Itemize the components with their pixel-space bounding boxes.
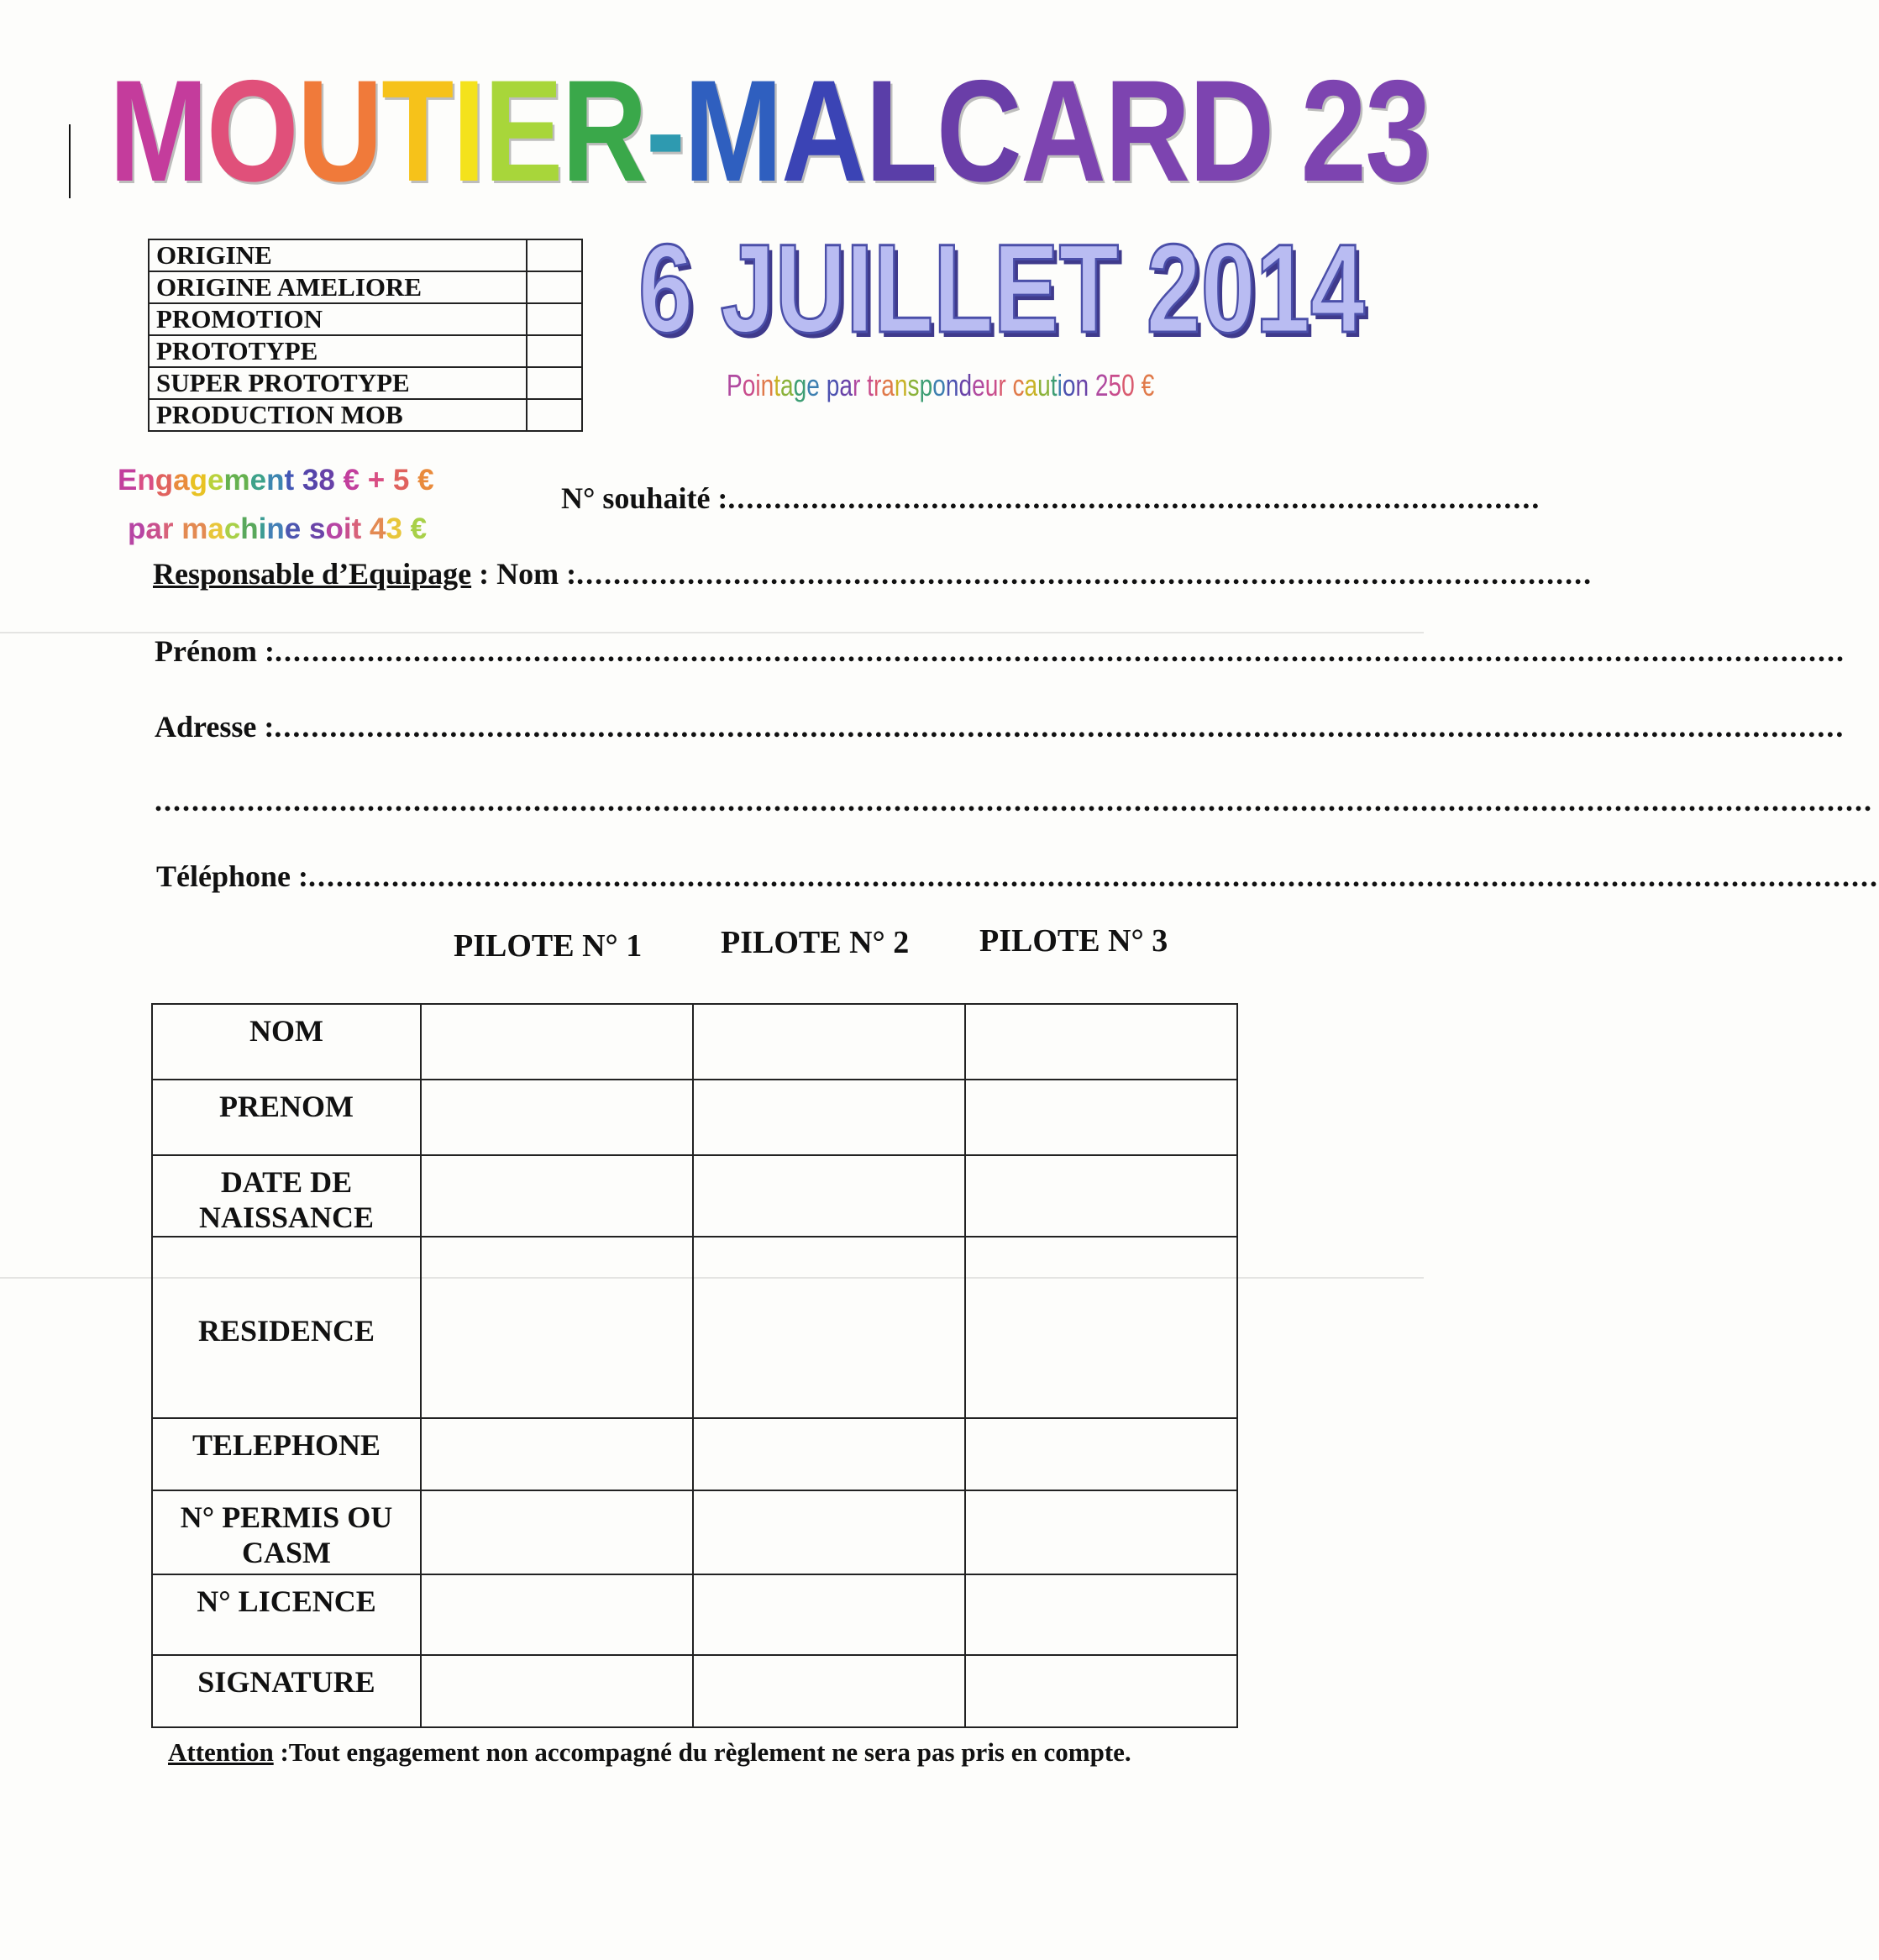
pilot-3-cell[interactable] bbox=[965, 1418, 1237, 1490]
pilot-2-cell[interactable] bbox=[693, 1418, 965, 1490]
category-checkbox[interactable] bbox=[527, 335, 582, 367]
pilot-3-cell[interactable] bbox=[965, 1490, 1237, 1574]
category-checkbox[interactable] bbox=[527, 239, 582, 271]
category-label: PROTOTYPE bbox=[149, 335, 527, 367]
title-letter: D bbox=[1189, 50, 1273, 212]
category-label: ORIGINE bbox=[149, 239, 527, 271]
first-name-label: Prénom : bbox=[155, 634, 275, 668]
phone-label: Téléphone : bbox=[156, 859, 309, 893]
pilot-1-cell[interactable] bbox=[421, 1490, 693, 1574]
pilot-row-label bbox=[152, 1237, 421, 1418]
pilot-3-cell[interactable] bbox=[965, 1237, 1237, 1418]
attention-text: :Tout engagement non accompagné du règlement ne sera pas pris en compte. bbox=[273, 1737, 1131, 1767]
title-letter: E bbox=[484, 50, 562, 212]
title-letter: T bbox=[381, 50, 453, 212]
dotted-fill-line: ........................................................................................ bbox=[727, 481, 1541, 515]
category-checkbox[interactable] bbox=[527, 303, 582, 335]
team-manager-name-field[interactable] bbox=[153, 556, 1593, 591]
title-letter: M bbox=[684, 50, 782, 212]
pilot-table-row bbox=[152, 1574, 1237, 1655]
pilot-row-label bbox=[152, 1080, 421, 1155]
pilot-1-cell[interactable] bbox=[421, 1155, 693, 1237]
pilot-3-cell[interactable] bbox=[965, 1155, 1237, 1237]
pilot-2-cell[interactable] bbox=[693, 1655, 965, 1727]
dotted-fill-line: .............................................................................................................. bbox=[576, 557, 1593, 591]
entry-fee-line2: par machine soit 43 € bbox=[128, 512, 428, 545]
pilot-table-row bbox=[152, 1655, 1237, 1727]
pilot-row-label bbox=[152, 1004, 421, 1080]
pilot-row-label bbox=[152, 1490, 421, 1574]
category-label: SUPER PROTOTYPE bbox=[149, 367, 527, 399]
category-checkbox[interactable] bbox=[527, 367, 582, 399]
pilot-2-header: PILOTE N° 2 bbox=[721, 925, 910, 960]
desired-number-field[interactable] bbox=[561, 481, 1541, 516]
pilot-3-cell[interactable] bbox=[965, 1574, 1237, 1655]
title-letter: I bbox=[452, 50, 485, 212]
row-label-line1: N° PERMIS OU bbox=[180, 1500, 393, 1534]
pilot-3-cell[interactable] bbox=[965, 1080, 1237, 1155]
row-label-line1: SIGNATURE bbox=[197, 1665, 375, 1699]
pilot-1-header: PILOTE N° 1 bbox=[454, 928, 643, 964]
row-label-line2: NAISSANCE bbox=[198, 1201, 375, 1234]
pilot-row-label bbox=[152, 1418, 421, 1490]
attention-note bbox=[168, 1737, 1131, 1768]
pilot-2-cell[interactable] bbox=[693, 1237, 965, 1418]
row-label-line1: DATE DE bbox=[220, 1165, 353, 1199]
first-name-field[interactable] bbox=[155, 633, 1845, 669]
pilot-info-table bbox=[151, 1003, 1238, 1728]
row-label-line1: RESIDENCE bbox=[197, 1314, 375, 1348]
desired-number-label: N° souhaité : bbox=[561, 481, 728, 515]
name-label: : Nom : bbox=[471, 557, 577, 591]
category-checkbox[interactable] bbox=[527, 271, 582, 303]
title-letter: M bbox=[109, 50, 207, 212]
event-date: 6 JUILLET 2014 bbox=[638, 218, 1365, 359]
title-letter: R bbox=[561, 50, 646, 212]
pilot-3-cell[interactable] bbox=[965, 1655, 1237, 1727]
category-row bbox=[149, 303, 582, 335]
pilot-table-row bbox=[152, 1418, 1237, 1490]
entry-fee-line1: Engagement 38 € + 5 € bbox=[118, 464, 434, 497]
category-row bbox=[149, 399, 582, 431]
dotted-fill-line: .......................................................................................................................................................................................... bbox=[155, 784, 1873, 817]
category-row bbox=[149, 239, 582, 271]
dotted-fill-line: .......................................................................................................................................................................... bbox=[274, 634, 1845, 668]
title-letter: 3 bbox=[1365, 50, 1430, 212]
row-label-line2: CASM bbox=[242, 1536, 331, 1569]
category-label: ORIGINE AMELIORE bbox=[149, 271, 527, 303]
category-row bbox=[149, 271, 582, 303]
category-row bbox=[149, 367, 582, 399]
team-manager-label: Responsable d’Equipage bbox=[153, 557, 472, 591]
pilot-1-cell[interactable] bbox=[421, 1004, 693, 1080]
row-label-line1: PRENOM bbox=[219, 1090, 354, 1123]
dotted-fill-line: .......................................................................................................................................................................... bbox=[274, 710, 1845, 744]
title-letter: A bbox=[1021, 50, 1105, 212]
pilot-2-cell[interactable] bbox=[693, 1490, 965, 1574]
pilot-2-cell[interactable] bbox=[693, 1080, 965, 1155]
pilot-1-cell[interactable] bbox=[421, 1655, 693, 1727]
edge-mark bbox=[69, 124, 71, 198]
title-letter: C bbox=[936, 50, 1021, 212]
pilot-table-row bbox=[152, 1080, 1237, 1155]
pilot-row-label bbox=[152, 1155, 421, 1237]
category-checkbox[interactable] bbox=[527, 399, 582, 431]
row-label-line1: TELEPHONE bbox=[192, 1428, 381, 1462]
category-label: PROMOTION bbox=[149, 303, 527, 335]
pilot-1-cell[interactable] bbox=[421, 1237, 693, 1418]
title-letter: - bbox=[645, 50, 685, 212]
title-letter: 2 bbox=[1300, 50, 1366, 212]
pilot-2-cell[interactable] bbox=[693, 1004, 965, 1080]
pilot-table-row bbox=[152, 1004, 1237, 1080]
row-label-line1: N° LICENCE bbox=[197, 1584, 376, 1618]
pilot-table-row bbox=[152, 1155, 1237, 1237]
transponder-deposit-note: Pointage par transpondeur caution 250 € bbox=[727, 368, 1155, 402]
pilot-1-cell[interactable] bbox=[421, 1574, 693, 1655]
title-letter: R bbox=[1105, 50, 1189, 212]
title-letter: O bbox=[206, 50, 297, 212]
attention-label: Attention bbox=[168, 1737, 274, 1767]
pilot-1-cell[interactable] bbox=[421, 1080, 693, 1155]
pilot-3-header: PILOTE N° 3 bbox=[979, 923, 1168, 959]
pilot-row-label bbox=[152, 1655, 421, 1727]
pilot-table-row bbox=[152, 1490, 1237, 1574]
category-label: PRODUCTION MOB bbox=[149, 399, 527, 431]
event-title bbox=[109, 50, 1430, 212]
category-row bbox=[149, 335, 582, 367]
address-label: Adresse : bbox=[155, 710, 275, 744]
pilot-2-cell[interactable] bbox=[693, 1574, 965, 1655]
title-letter: A bbox=[781, 50, 866, 212]
pilot-table-row bbox=[152, 1237, 1237, 1418]
dotted-fill-line: .......................................................................................................................................................................... bbox=[308, 859, 1879, 893]
pilot-1-cell[interactable] bbox=[421, 1418, 693, 1490]
pilot-row-label bbox=[152, 1574, 421, 1655]
pilot-3-cell[interactable] bbox=[965, 1004, 1237, 1080]
row-label-line1: NOM bbox=[249, 1014, 323, 1048]
phone-field[interactable] bbox=[156, 859, 1879, 894]
address-field[interactable] bbox=[155, 709, 1845, 744]
title-letter: U bbox=[297, 50, 382, 212]
address-line2-field[interactable] bbox=[155, 783, 1873, 818]
pilot-2-cell[interactable] bbox=[693, 1155, 965, 1237]
category-table bbox=[148, 239, 583, 432]
title-letter: L bbox=[865, 50, 937, 212]
